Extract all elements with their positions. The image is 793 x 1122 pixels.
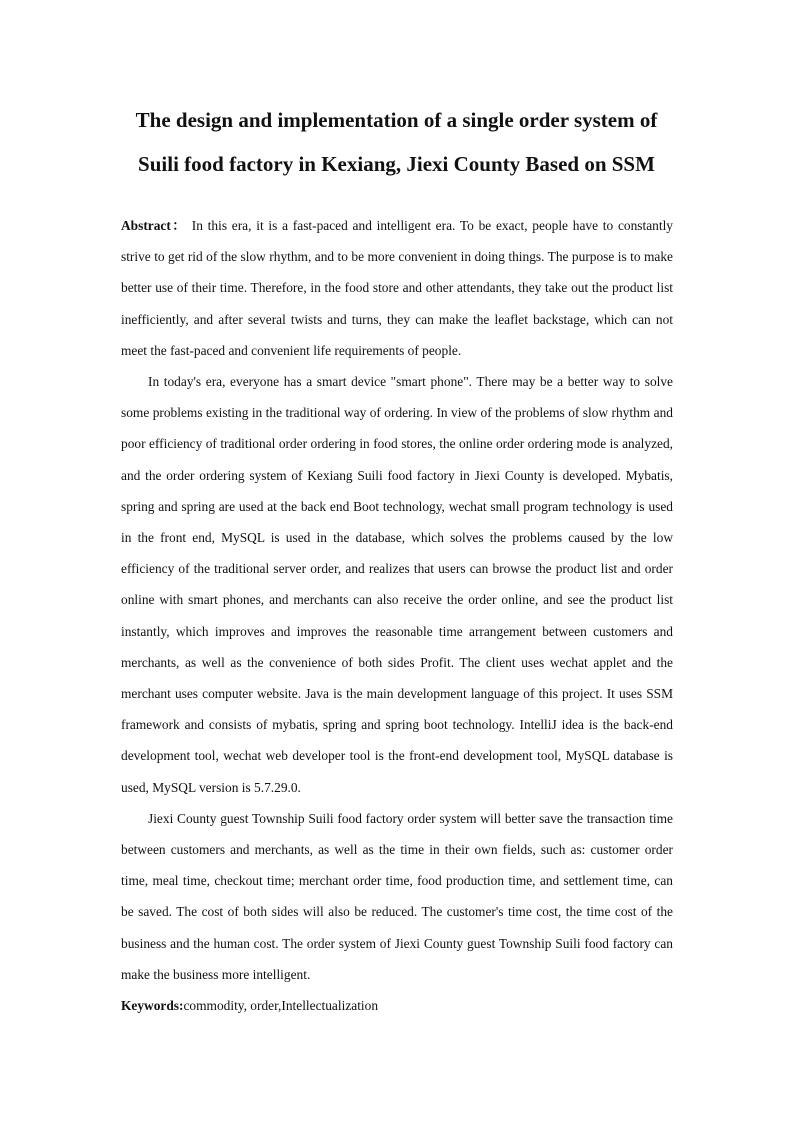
abstract-label: Abstract： bbox=[121, 218, 188, 233]
abstract-paragraph-1 bbox=[121, 210, 673, 366]
title-line-1: The design and implementation of a single order system of bbox=[135, 108, 658, 132]
keywords-value: commodity, order,Intellectualization bbox=[183, 998, 379, 1014]
abstract-paragraph-2: In today's era, everyone has a smart device "smart phone". There may be a better way to solve some problems existing in the traditional way of ordering. In view of the problems of slow rhythm and poor efficiency of traditional order ordering in food stores, the online order ordering mode is analyzed, and the order ordering system of Kexiang Suili food factory in Jiexi County is developed. Mybatis, spring and spring are used at the back end Boot technology, wechat small program technology is used in the front end, MySQL is used in the database, which solves the problems caused by the low efficiency of the traditional server order, and realizes that users can browse the product list and order online with smart phones, and merchants can also receive the order online, and see the product list instantly, which improves and improves the reasonable time arrangement between customers and merchants, as well as the convenience of both sides Profit. The client uses wechat applet and the merchant uses computer website. Java is the main development language of this project. It uses SSM framework and consists of mybatis, spring and spring boot technology. IntelliJ idea is the back-end development tool, wechat web developer tool is the front-end development tool, MySQL database is used, MySQL version is 5.7.29.0. bbox=[121, 374, 673, 795]
abstract-paragraph-3: Jiexi County guest Township Suili food factory order system will better save the transaction time between customers and merchants, as well as the time in their own fields, such as: customer order time, meal time, checkout time; merchant order time, food production time, and settlement time, can be saved. The cost of both sides will also be reduced. The customer's time cost, the time cost of the business and the human cost. The order system of Jiexi County guest Township Suili food factory can make the business more intelligent. bbox=[121, 810, 673, 982]
keywords-label: Keywords: bbox=[121, 998, 184, 1014]
keywords-line bbox=[121, 990, 673, 1021]
abstract-section bbox=[121, 210, 673, 1021]
paper-title bbox=[90, 98, 703, 186]
abstract-paragraph-1-text: In this era, it is a fast-paced and intelligent era. To be exact, people have to constantly strive to get rid of the slow rhythm, and to be more convenient in doing things. The purpose is to make better use of their time. Therefore, in the food store and other attendants, they take out the product list inefficiently, and after several twists and turns, they can make the leaflet backstage, which can not meet the fast-paced and convenient life requirements of people. bbox=[121, 218, 673, 358]
title-line-2: Suili food factory in Kexiang, Jiexi County Based on SSM bbox=[138, 152, 655, 176]
